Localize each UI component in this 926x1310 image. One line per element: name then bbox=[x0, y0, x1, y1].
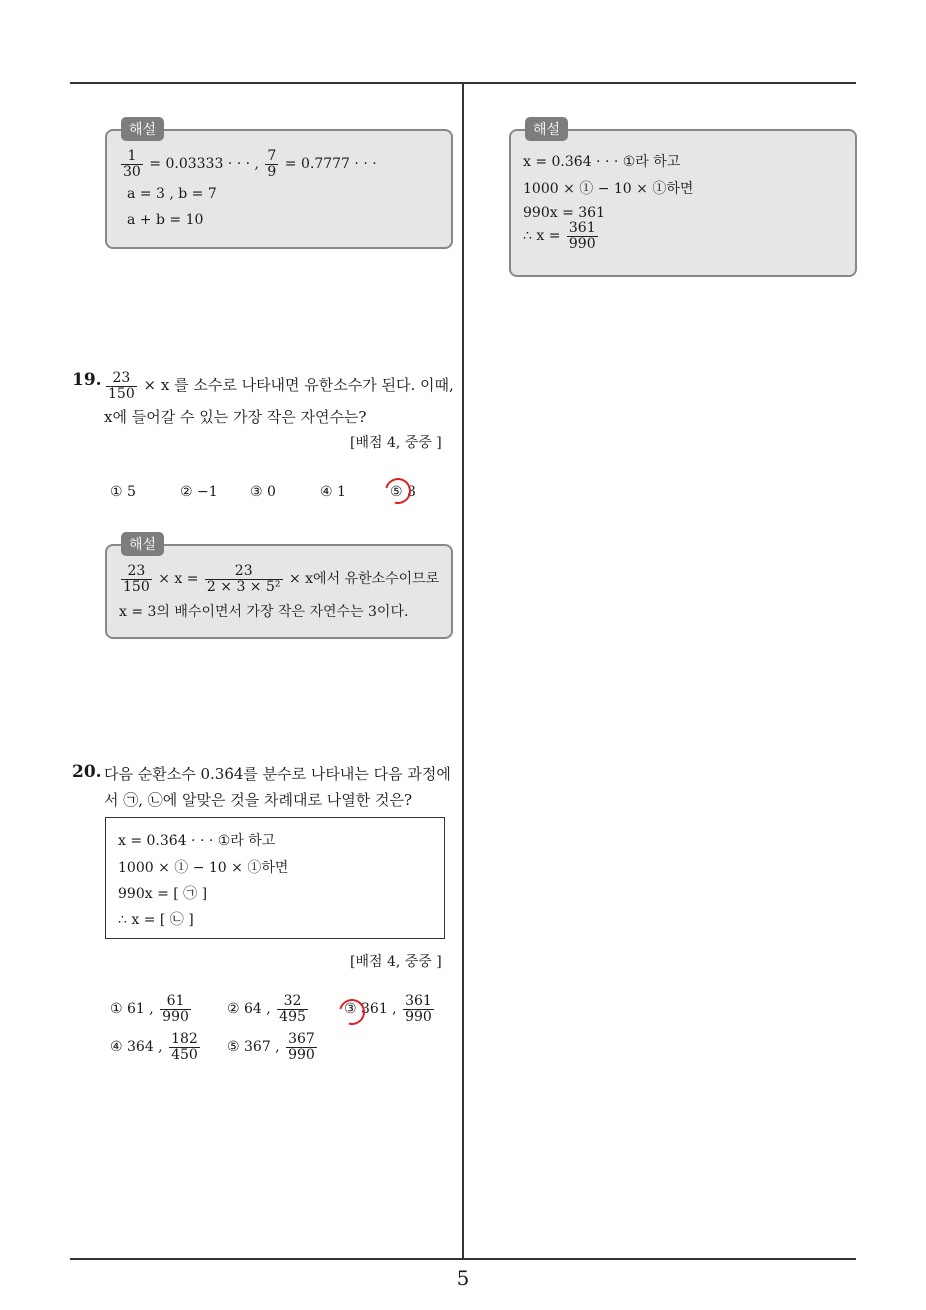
q20-choice-1[interactable]: ① 61 , $\frac{61}{990}$ bbox=[110, 993, 189, 1025]
q19-choice-3[interactable]: ③ 0 bbox=[250, 484, 276, 500]
question-20-text-1: 다음 순환소수 0.36̇4̇를 분수로 나타내는 다음 과정에 bbox=[104, 765, 451, 783]
process-line-1: x = 0.36̇4̇ · · · ①라 하고 bbox=[118, 833, 276, 849]
solution-tag: 해설 bbox=[121, 532, 164, 556]
q20-choice-2[interactable]: ② 64 , $\frac{32}{495}$ bbox=[227, 993, 306, 1025]
sol20-line-1: x = 0.36̇4̇ · · · ①라 하고 bbox=[523, 154, 681, 170]
fraction-23-150: $\frac{23}{150}$ bbox=[108, 370, 135, 402]
q20-choice-5[interactable]: ⑤ 367 , $\frac{367}{990}$ bbox=[227, 1031, 315, 1063]
process-line-3: 990x = [ ㉠ ] bbox=[118, 886, 208, 902]
q20-choice-3[interactable]: ③ 361 , $\frac{361}{990}$ bbox=[344, 993, 432, 1025]
solution-box-20 bbox=[509, 122, 857, 277]
solution-line-3: a + b = 10 bbox=[127, 212, 204, 228]
question-20-text-2: 서 ㉠, ㉡에 알맞은 것을 차례대로 나열한 것은? bbox=[104, 791, 413, 809]
solution-line-2: a = 3 , b = 7 bbox=[127, 186, 217, 202]
solution-19-line-1: $\frac{23}{150}$ × x = $\frac{23}{\text{2 × 3 × 5²}}$ × x에서 유한소수이므로 bbox=[123, 563, 440, 595]
q20-choice-4[interactable]: ④ 364 , $\frac{182}{450}$ bbox=[110, 1031, 198, 1063]
q19-choice-4[interactable]: ④ 1 bbox=[320, 484, 346, 500]
question-19-meta: [배점 4, 중중 ] bbox=[350, 435, 442, 451]
sol20-line-3: 990x = 361 bbox=[523, 205, 605, 221]
q19-choice-5[interactable]: ⑤ 3 bbox=[390, 484, 416, 500]
fraction-1-30: $\frac{1}{30}$ bbox=[123, 148, 141, 180]
process-line-2: 1000 × ① − 10 × ①하면 bbox=[118, 860, 289, 876]
question-20-meta: [배점 4, 중중 ] bbox=[350, 954, 442, 970]
question-19-text-1: $\frac{23}{150}$ × x 를 소수로 나타내면 유한소수가 된다. 이때, bbox=[108, 370, 454, 402]
solution-tag: 해설 bbox=[121, 117, 164, 141]
question-20-process-box bbox=[105, 817, 445, 939]
solution-19-line-2: x = 3의 배수이면서 가장 작은 자연수는 3이다. bbox=[119, 604, 409, 620]
fraction-7-9: $\frac{7}{9}$ bbox=[267, 148, 277, 180]
solution-line-1: $\frac{1}{30}$ = 0.03333 · · · , $\frac{7}{9}$ = 0.7777 · · · bbox=[123, 148, 377, 180]
solution-box-19 bbox=[105, 537, 453, 639]
question-19-text-2: x에 들어갈 수 있는 가장 작은 자연수는? bbox=[104, 408, 367, 426]
fraction-23-150: $\frac{23}{150}$ bbox=[123, 563, 150, 595]
fraction-23-factored: $\frac{23}{\text{2 × 3 × 5²}}$ bbox=[206, 563, 281, 595]
process-line-4: ∴ x = [ ㉡ ] bbox=[118, 912, 194, 928]
page-number: 5 bbox=[456, 1266, 470, 1290]
column-divider bbox=[462, 82, 464, 1259]
question-19-number: 19. bbox=[72, 370, 102, 390]
bottom-rule bbox=[70, 1258, 856, 1260]
sol20-line-2: 1000 × ① − 10 × ①하면 bbox=[523, 181, 694, 197]
q19-choice-1[interactable]: ① 5 bbox=[110, 484, 136, 500]
question-20-number: 20. bbox=[72, 762, 102, 782]
solution-box-18 bbox=[105, 122, 453, 249]
q19-choice-2[interactable]: ② −1 bbox=[180, 484, 218, 500]
fraction-361-990: $\frac{361}{990}$ bbox=[568, 220, 596, 252]
solution-tag: 해설 bbox=[525, 117, 568, 141]
sol20-line-4: ∴ x = $\frac{361}{990}$ bbox=[523, 220, 596, 252]
answer-mark-q19 bbox=[380, 473, 416, 509]
